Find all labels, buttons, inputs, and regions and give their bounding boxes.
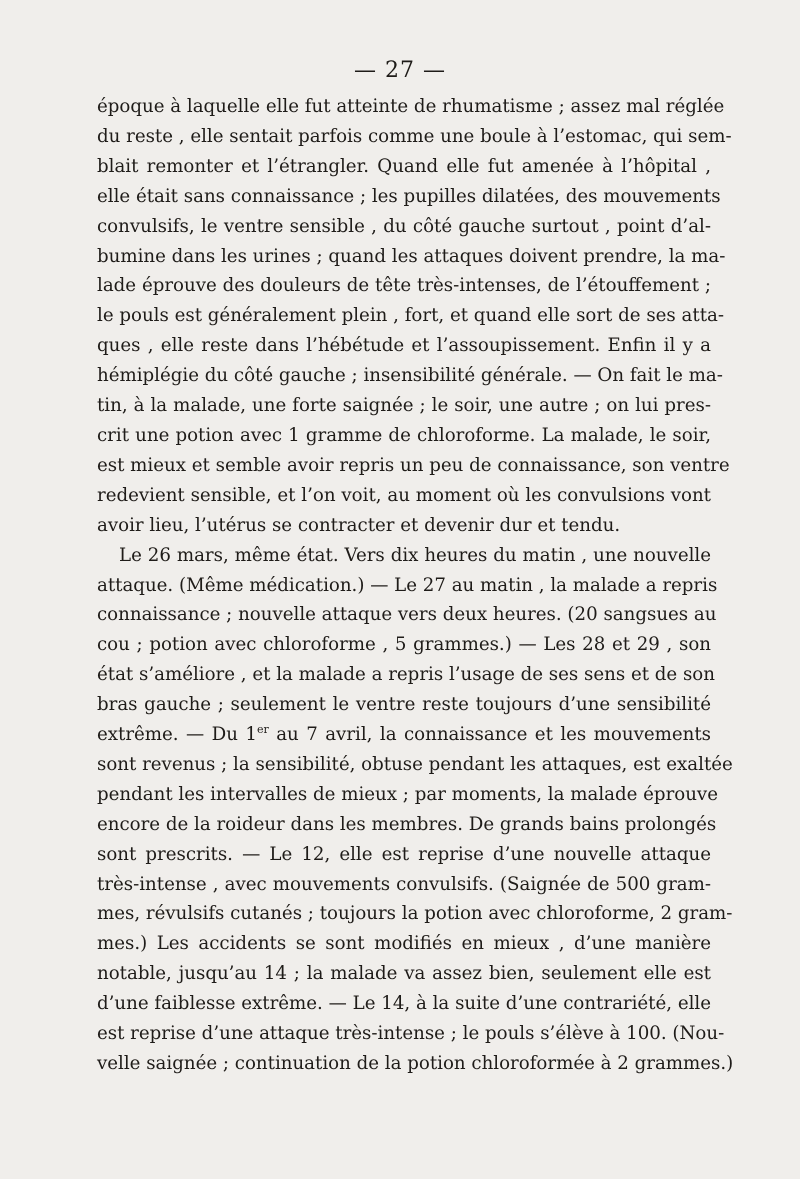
text-line: bras gauche ; seulement le ventre reste toujours d’une sensibilité (97, 694, 711, 716)
text-line: tin, à la malade, une forte saignée ; le soir, une autre ; on lui pres- (97, 395, 711, 417)
text-line: état s’améliore , et la malade a repris l’usage de ses sens et de son (97, 664, 715, 686)
text-line: pendant les intervalles de mieux ; par moments, la malade éprouve (97, 783, 718, 805)
text-line: d’une faiblesse extrême. — Le 14, à la suite d’une contrariété, elle (97, 993, 711, 1015)
text-line: crit une potion avec 1 gramme de chloroforme. La malade, le soir, (97, 424, 711, 446)
text-line: sont prescrits. — Le 12, elle est reprise d’une nouvelle attaque (97, 843, 711, 865)
text-line: elle était sans connaissance ; les pupilles dilatées, des mouvements (97, 185, 721, 207)
page-number: — 27 — (354, 58, 446, 83)
text-line: redevient sensible, et l’on voit, au moment où les convulsions vont (97, 484, 711, 506)
text-line: le pouls est généralement plein , fort, et quand elle sort de ses atta- (97, 305, 724, 327)
text-line: connaissance ; nouvelle attaque vers deux heures. (20 sangsues au (97, 604, 717, 626)
text-line-with-superscript (97, 720, 711, 750)
text-line: convulsifs, le ventre sensible , du côté gauche surtout , point d’al- (97, 215, 711, 237)
text-line: est reprise d’une attaque très-intense ; le pouls s’élève à 100. (Nou- (97, 1023, 725, 1045)
text-line: est mieux et semble avoir repris un peu de connaissance, son ventre (97, 454, 730, 476)
text-line: mes.) Les accidents se sont modifiés en mieux , d’une manière (97, 933, 711, 955)
text-line: ques , elle reste dans l’hébétude et l’assoupissement. Enfin il y a (97, 335, 711, 357)
text-line: mes, révulsifs cutanés ; toujours la potion avec chloroforme, 2 gram- (97, 903, 733, 925)
text-line: hémiplégie du côté gauche ; insensibilité générale. — On fait le ma- (97, 365, 723, 387)
text-line: encore de la roideur dans les membres. De grands bains prolongés (97, 813, 717, 835)
text-line: blait remonter et l’étrangler. Quand elle fut amenée à l’hôpital , (97, 155, 711, 177)
text-line: velle saignée ; continuation de la potion chloroformée à 2 grammes.) (97, 1053, 734, 1074)
text-line: époque à laquelle elle fut atteinte de rhumatisme ; assez mal réglée (97, 96, 725, 117)
text-line: cou ; potion avec chloroforme , 5 grammes.) — Les 28 et 29 , son (97, 634, 711, 656)
text-fragment: au 7 avril, la connaissance et les mouvements (268, 724, 711, 746)
text-line: sont revenus ; la sensibilité, obtuse pendant les attaques, est exaltée (97, 753, 733, 775)
text-line: bumine dans les urines ; quand les attaques doivent prendre, la ma- (97, 245, 726, 267)
text-line: très-intense , avec mouvements convulsifs. (Saignée de 500 gram- (97, 873, 711, 895)
text-line: lade éprouve des douleurs de tête très-intenses, de l’étouffement ; (97, 275, 711, 297)
text-fragment: extrême. — Du 1 (97, 724, 257, 746)
text-line: attaque. (Même médication.) — Le 27 au matin , la malade a repris (97, 574, 718, 596)
body-text (97, 92, 734, 1079)
text-line: du reste , elle sentait parfois comme une boule à l’estomac, qui sem- (97, 125, 732, 147)
superscript: er (256, 722, 269, 736)
text-line: notable, jusqu’au 14 ; la malade va assez bien, seulement elle est (97, 963, 711, 985)
text-line: Le 26 mars, même état. Vers dix heures du matin , une nouvelle (119, 544, 711, 566)
text-line: avoir lieu, l’utérus se contracter et devenir dur et tendu. (97, 514, 621, 536)
